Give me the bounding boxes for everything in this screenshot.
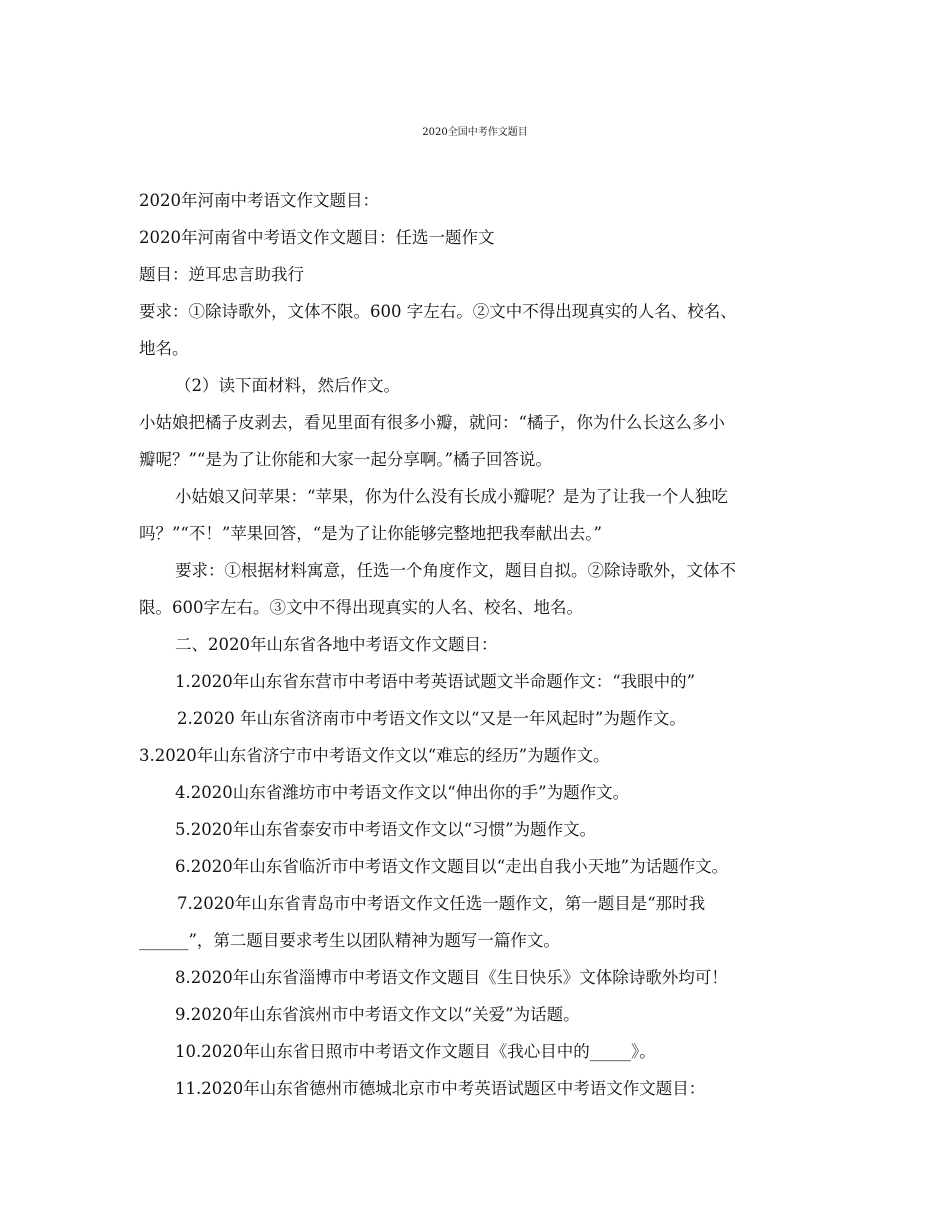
text-line: 2020年河南中考语文作文题目：	[139, 191, 379, 210]
text-line: ______”，第二题目要求考生以团队精神为题写一篇作文。	[139, 931, 560, 950]
text-line: 3.2020年山东省济宁市中考语文作文以“难忘的经历”为题作文。	[139, 746, 610, 765]
text-line: 瓣呢？”“是为了让你能和大家一起分享啊。”橘子回答说。	[139, 450, 553, 469]
text-line: 要求：①除诗歌外，文体不限。600 字左右。②文中不得出现真实的人名、校名、	[139, 302, 737, 321]
text-line: 要求：①根据材料寓意，任选一个角度作文，题目自拟。②除诗歌外，文体不	[175, 561, 736, 580]
text-line: 7.2020年山东省青岛市中考语文作文任选一题作文，第一题目是“那时我	[177, 894, 706, 913]
text-line: 吗？”“不！”苹果回答，“是为了让你能够完整地把我奉献出去。”	[139, 524, 602, 543]
text-line: 9.2020年山东省滨州市中考语文作文以“关爱”为话题。	[175, 1005, 580, 1024]
text-line: 题目：逆耳忠言助我行	[139, 265, 304, 284]
text-line: 地名。	[139, 339, 189, 358]
text-line: 2020年河南省中考语文作文题目：任选一题作文	[139, 228, 495, 247]
text-line: 小姑娘把橘子皮剥去，看见里面有很多小瓣，就问：“橘子，你为什么长这么多小	[139, 413, 725, 432]
text-line: 6.2020年山东省临沂市中考语文作文题目以“走出自我小天地”为话题作文。	[175, 857, 729, 876]
text-line: （2）读下面材料，然后作文。	[175, 376, 400, 395]
text-line: 8.2020年山东省淄博市中考语文作文题目《生日快乐》文体除诗歌外均可！	[175, 968, 728, 987]
text-line: 4.2020山东省潍坊市中考语文作文以“伸出你的手”为题作文。	[175, 783, 630, 802]
text-line: 10.2020年山东省日照市中考语文作文题目《我心目中的_____》。	[175, 1042, 656, 1061]
text-line: 2.2020 年山东省济南市中考语文作文以“又是一年风起时”为题作文。	[177, 709, 686, 728]
text-line: 11.2020年山东省德州市德城北京市中考英语试题区中考语文作文题目：	[175, 1079, 706, 1098]
document-title: 2020全国中考作文题目	[422, 127, 528, 138]
text-line: 小姑娘又问苹果：“苹果，你为什么没有长成小瓣呢？是为了让我一个人独吃	[175, 487, 728, 506]
text-line: 二、2020年山东省各地中考语文作文题目：	[175, 635, 498, 654]
text-line: 1.2020年山东省东营市中考语中考英语试题文半命题作文：“我眼中的”	[175, 672, 696, 691]
text-line: 限。600字左右。③文中不得出现真实的人名、校名、地名。	[139, 598, 583, 617]
text-line: 5.2020年山东省泰安市中考语文作文以“习惯”为题作文。	[175, 820, 597, 839]
